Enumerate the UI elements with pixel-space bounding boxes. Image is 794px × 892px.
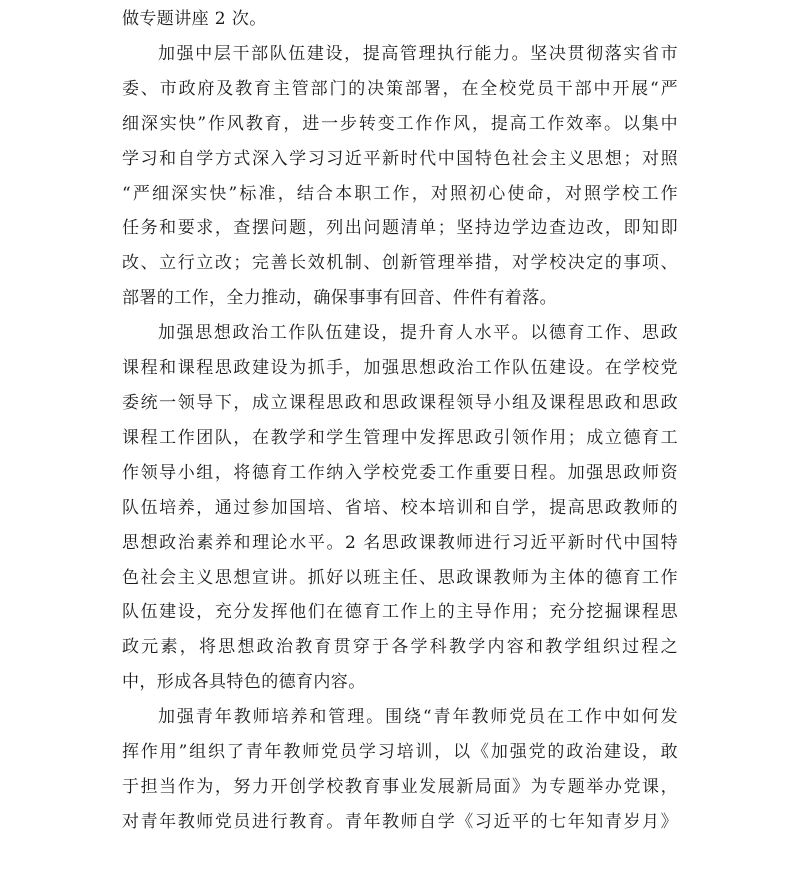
paragraph-ideological-work (122, 316, 678, 700)
text-line: 加强思想政治工作队伍建设，提升育人水平。以德育工作、思政 (158, 323, 678, 344)
text-line: 色社会主义思想宣讲。抓好以班主任、思政课教师为主体的德育工作 (122, 567, 678, 588)
text-line: 于担当作为，努力开创学校教育事业发展新局面》为专题举办党课， (122, 776, 678, 797)
text-line: 中，形成各具特色的德育内容。 (122, 672, 366, 693)
text-line: 队伍建设，充分发挥他们在德育工作上的主导作用；充分挖掘课程思 (122, 602, 678, 623)
text-line: 课程和课程思政建设为抓手，加强思想政治工作队伍建设。在学校党 (122, 358, 678, 379)
text-line: 委、市政府及教育主管部门的决策部署，在全校党员干部中开展“严 (122, 78, 678, 99)
text-line: 政元素，将思想政治教育贯穿于各学科教学内容和教学组织过程之 (122, 637, 678, 658)
text-line: 思想政治素养和理论水平。2 名思政课教师进行习近平新时代中国特 (122, 532, 678, 553)
paragraph-young-teachers (122, 700, 678, 840)
text-line: 课程工作团队，在教学和学生管理中发挥思政引领作用；成立德育工 (122, 427, 678, 448)
text-line: 队伍培养，通过参加国培、省培、校本培训和自学，提高思政教师的 (122, 497, 678, 518)
text-line: 加强中层干部队伍建设，提高管理执行能力。坚决贯彻落实省市 (158, 43, 678, 64)
text-line: 对青年教师党员进行教育。青年教师自学《习近平的七年知青岁月》 (122, 811, 678, 832)
paragraph-0 (122, 2, 678, 37)
text-line: 部署的工作，全力推动，确保事事有回音、件件有着落。 (122, 288, 557, 309)
text-line: 加强青年教师培养和管理。围绕“青年教师党员在工作中如何发 (158, 707, 678, 728)
text-line: 作领导小组，将德育工作纳入学校党委工作重要日程。加强思政师资 (122, 462, 678, 483)
body-text (122, 0, 678, 840)
text-line: 改、立行立改；完善长效机制、创新管理举措，对学校决定的事项、 (122, 253, 678, 274)
text-line: 做专题讲座 2 次。 (122, 9, 267, 29)
text-line: 委统一领导下，成立课程思政和思政课程领导小组及课程思政和思政 (122, 392, 678, 413)
text-line: 细深实快”作风教育，进一步转变工作作风，提高工作效率。以集中 (122, 113, 678, 134)
paragraph-cadre-building (122, 37, 678, 316)
text-line: “严细深实快”标准，结合本职工作，对照初心使命，对照学校工作 (122, 183, 678, 204)
text-line: 任务和要求，查摆问题，列出问题清单；坚持边学边查边改，即知即 (122, 218, 678, 239)
text-line: 挥作用”组织了青年教师党员学习培训，以《加强党的政治建设，敢 (122, 742, 678, 763)
text-line: 学习和自学方式深入学习习近平新时代中国特色社会主义思想；对照 (122, 148, 678, 169)
